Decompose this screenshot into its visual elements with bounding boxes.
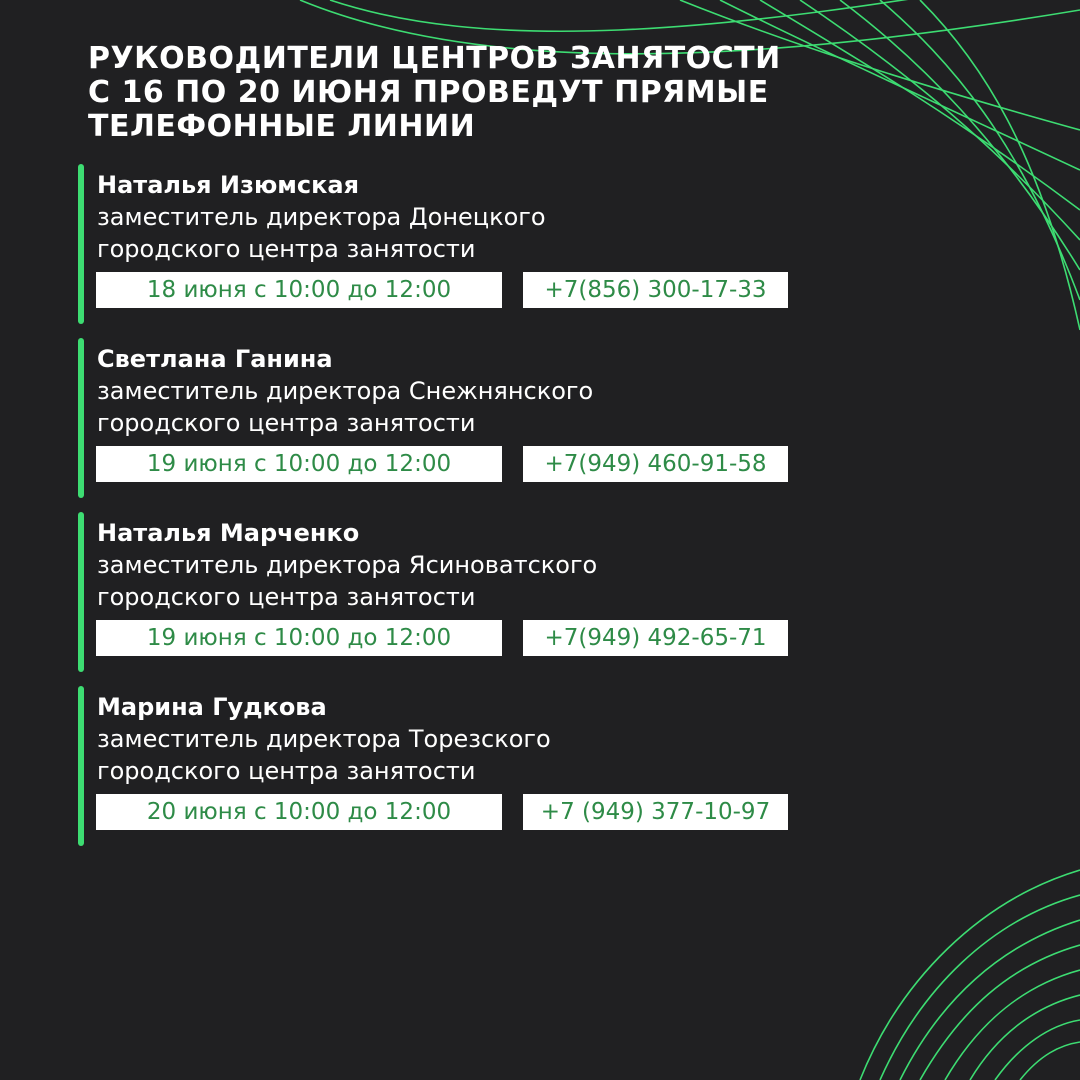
schedule-badge: 19 июня с 10:00 до 12:00 [96, 446, 502, 482]
person-name: Наталья Изюмская [97, 171, 360, 199]
position-title [97, 549, 817, 613]
page-title-line: С 16 ПО 20 ИЮНЯ ПРОВЕДУТ ПРЯМЫЕ [88, 75, 769, 110]
phone-number[interactable]: +7(949) 460-91-58 [523, 446, 788, 482]
accent-bar [78, 164, 84, 324]
position-title [97, 723, 817, 787]
position-line: городского центра занятости [97, 235, 476, 263]
schedule-badge: 19 июня с 10:00 до 12:00 [96, 620, 502, 656]
position-line: заместитель директора Торезского [97, 725, 551, 753]
position-line: городского центра занятости [97, 757, 476, 785]
position-line: заместитель директора Донецкого [97, 203, 546, 231]
phone-number[interactable]: +7 (949) 377-10-97 [523, 794, 788, 830]
accent-bar [78, 512, 84, 672]
contact-card [78, 686, 838, 846]
person-name: Светлана Ганина [97, 345, 333, 373]
position-title [97, 375, 817, 439]
position-line: городского центра занятости [97, 583, 476, 611]
person-name: Марина Гудкова [97, 693, 327, 721]
person-name: Наталья Марченко [97, 519, 360, 547]
page-title-line: ТЕЛЕФОННЫЕ ЛИНИИ [88, 109, 476, 144]
accent-bar [78, 338, 84, 498]
accent-bar [78, 686, 84, 846]
position-title [97, 201, 817, 265]
page-title-line: РУКОВОДИТЕЛИ ЦЕНТРОВ ЗАНЯТОСТИ [88, 41, 781, 76]
position-line: заместитель директора Ясиноватского [97, 551, 598, 579]
schedule-badge: 18 июня с 10:00 до 12:00 [96, 272, 502, 308]
contact-card [78, 512, 838, 672]
phone-number[interactable]: +7(856) 300-17-33 [523, 272, 788, 308]
position-line: заместитель директора Снежнянского [97, 377, 594, 405]
phone-number[interactable]: +7(949) 492-65-71 [523, 620, 788, 656]
contact-card [78, 164, 838, 324]
position-line: городского центра занятости [97, 409, 476, 437]
page-title [88, 42, 988, 144]
schedule-badge: 20 июня с 10:00 до 12:00 [96, 794, 502, 830]
contact-card [78, 338, 838, 498]
